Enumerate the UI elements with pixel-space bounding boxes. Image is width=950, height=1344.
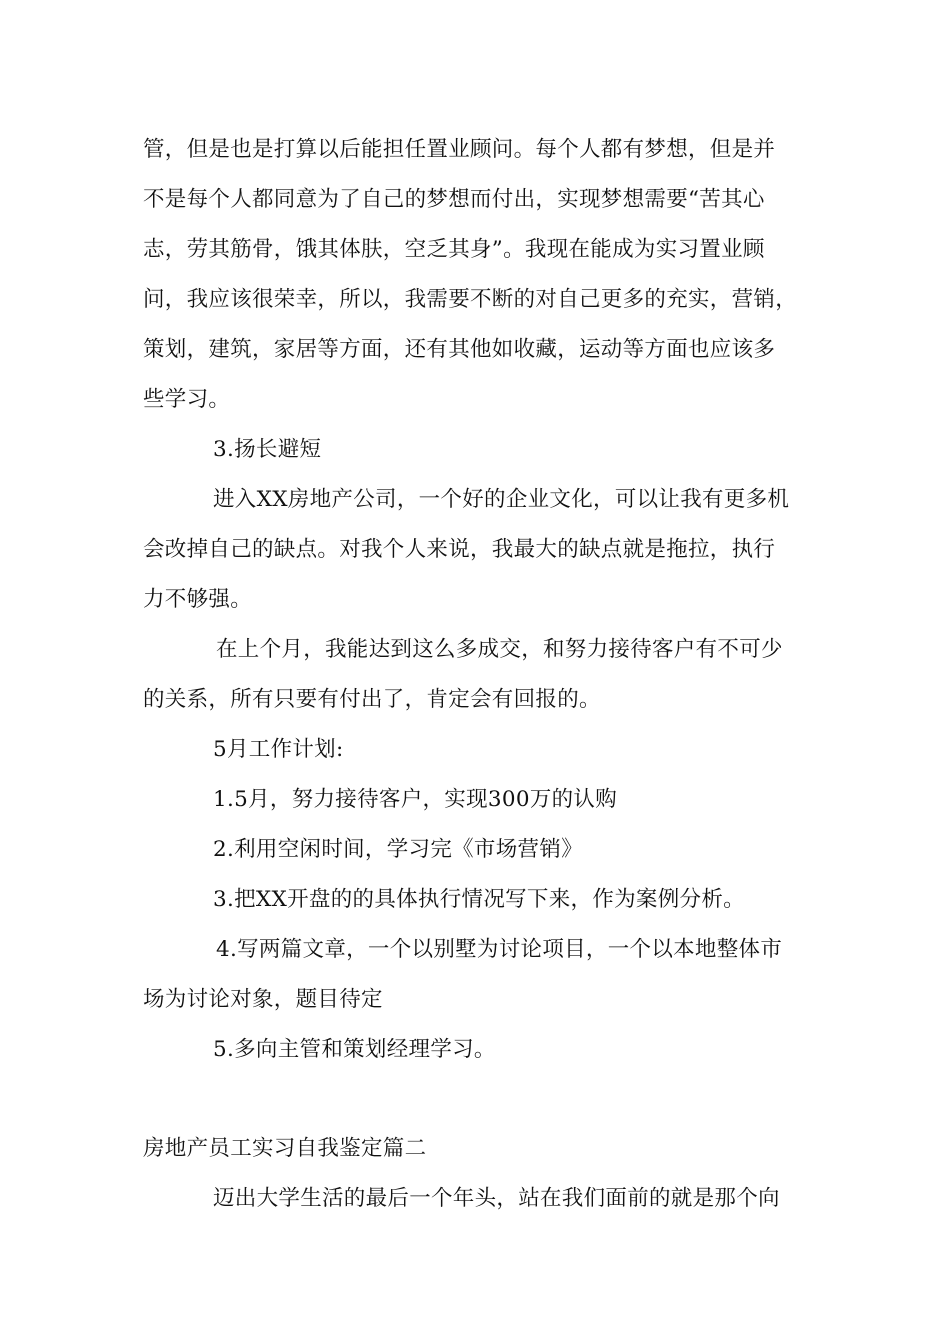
paragraph-line: 力不够强。: [143, 587, 253, 612]
paragraph-line: 问，我应该很荣幸，所以，我需要不断的对自己更多的充实，营销，: [143, 287, 798, 312]
paragraph-line: 的关系，所有只要有付出了，肯定会有回报的。: [143, 687, 601, 712]
paragraph-line: 些学习。: [143, 387, 231, 412]
plan-item: 3.把XX开盘的的具体执行情况写下来，作为案例分析。: [213, 887, 745, 912]
paragraph-line: 策划，建筑，家居等方面，还有其他如收藏，运动等方面也应该多: [143, 337, 776, 362]
paragraph-line: 进入XX房地产公司，一个好的企业文化，可以让我有更多机: [213, 487, 790, 512]
plan-item-continued: 场为讨论对象，题目待定: [143, 987, 383, 1012]
plan-item: 4.写两篇文章，一个以别墅为讨论项目，一个以本地整体市: [216, 937, 783, 962]
paragraph-line: 在上个月，我能达到这么多成交，和努力接待客户有不可少: [216, 637, 783, 662]
paragraph-line: 迈出大学生活的最后一个年头，站在我们面前的就是那个向: [213, 1186, 780, 1211]
plan-item: 2.利用空闲时间，学习完《市场营销》: [213, 837, 583, 862]
plan-item: 5.多向主管和策划经理学习。: [213, 1037, 496, 1062]
plan-heading: 5月工作计划:: [213, 737, 344, 762]
section-title: 房地产员工实习自我鉴定篇二: [143, 1136, 427, 1161]
paragraph-line: 不是每个人都同意为了自己的梦想而付出，实现梦想需要“苦其心: [143, 187, 765, 212]
paragraph-line: 管，但是也是打算以后能担任置业顾问。每个人都有梦想，但是并: [143, 137, 776, 162]
paragraph-line: 志，劳其筋骨，饿其体肤，空乏其身”。我现在能成为实习置业顾: [143, 237, 765, 262]
section-heading: 3.扬长避短: [213, 437, 322, 462]
plan-item: 1.5月，努力接待客户，实现300万的认购: [213, 787, 618, 812]
paragraph-line: 会改掉自己的缺点。对我个人来说，我最大的缺点就是拖拉，执行: [143, 537, 776, 562]
